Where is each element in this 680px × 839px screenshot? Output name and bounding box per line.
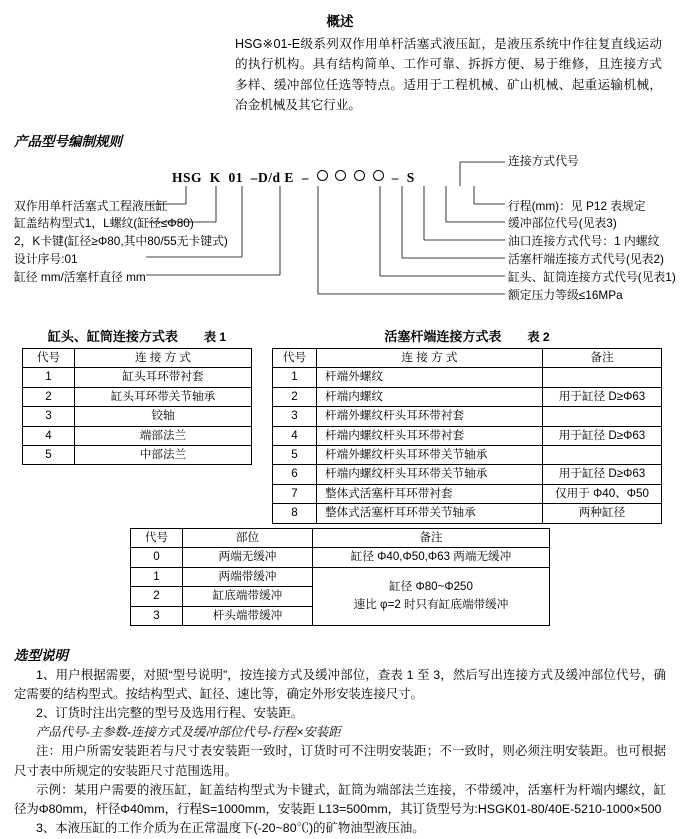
table2-r3-c1: 杆端内螺纹杆头耳环带衬套 — [317, 426, 543, 445]
document-page — [0, 10, 680, 836]
table-row — [273, 426, 662, 445]
circle-placeholder-1 — [317, 170, 328, 181]
code-dash-1: – — [301, 169, 309, 185]
table2-r1-c2: 用于缸径 D≥Φ63 — [543, 387, 662, 406]
tables-1-2-row — [0, 326, 680, 526]
selection-line-2: 产品代号-主参数-连接方式及缓冲部位代号-行程×安装距 — [36, 725, 341, 740]
table3-remark-top: 缸径 Φ40,Φ50,Φ63 两端无缓冲 — [313, 548, 550, 567]
table-row — [273, 387, 662, 406]
table3 — [130, 528, 550, 626]
table3-r0-c0: 0 — [131, 548, 183, 567]
table2-r1-c0: 2 — [273, 387, 317, 406]
right-note-2: 油口连接方式代号：1 内螺纹 — [508, 234, 660, 249]
table-row — [273, 504, 662, 523]
table-row — [273, 445, 662, 464]
table2-caption: 活塞杆端连接方式表 — [384, 328, 502, 344]
table2-r1-c1: 杆端内螺纹 — [317, 387, 543, 406]
table3-r0-c1: 两端无缓冲 — [183, 548, 313, 567]
table1-r0-c0: 1 — [23, 368, 75, 387]
table-row — [131, 567, 550, 586]
table2-r0-c0: 1 — [273, 368, 317, 387]
left-note-1: 缸盖结构型式1，L螺纹(缸径≤Φ80) — [14, 216, 194, 231]
table1-r4-c1: 中部法兰 — [75, 445, 252, 464]
note-connection-type: 连接方式代号 — [508, 153, 579, 168]
table1-r1-c1: 缸头耳环带关节轴承 — [75, 387, 252, 406]
table3-r3-c1: 杆头端带缓冲 — [183, 606, 313, 625]
table3-header-1: 部位 — [183, 528, 313, 547]
table2-r6-c0: 7 — [273, 484, 317, 503]
selection-body — [14, 666, 666, 839]
table2-r7-c2: 两种缸径 — [543, 504, 662, 523]
table2-header-1: 连 接 方 式 — [317, 348, 543, 367]
table3-r3-c0: 3 — [131, 606, 183, 625]
table3-header-2: 备注 — [313, 528, 550, 547]
table2-header-0: 代号 — [273, 348, 317, 367]
left-note-3: 设计序号:01 — [14, 252, 78, 267]
model-code-diagram — [0, 152, 680, 320]
table1-r3-c0: 4 — [23, 426, 75, 445]
selection-line-1: 2、订货时注出完整的型号及选用行程、安装距。 — [36, 706, 304, 720]
table3-wrapper — [0, 528, 680, 636]
left-note-4: 缸径 mm/活塞杆直径 mm — [14, 270, 146, 285]
table2 — [272, 348, 662, 524]
table1-header-0: 代号 — [23, 348, 75, 367]
table-header-row — [273, 348, 662, 367]
table1-caption-row — [22, 326, 252, 345]
table2-r3-c0: 4 — [273, 426, 317, 445]
table2-caption-row — [272, 326, 662, 345]
table3-remark-bottom-line2: 速比 φ=2 时只有缸底端带缓冲 — [353, 598, 509, 612]
table2-r2-c0: 3 — [273, 407, 317, 426]
table3-r2-c0: 2 — [131, 587, 183, 606]
table3-header-0: 代号 — [131, 528, 183, 547]
code-part-2: 01 — [228, 169, 244, 185]
table1-r0-c1: 缸头耳环带衬套 — [75, 368, 252, 387]
code-part-3: – — [250, 169, 259, 185]
code-part-4: E — [284, 169, 294, 185]
overview-paragraph: HSG※01-E级系列双作用单杆活塞式液压缸，是液压系统中作往复直线运动的执行机构。具有结构简单、工作可靠、拆拆方便、易于维修，且连接方式多样、缓冲部位任选等特点。适用于工程机械、矿山机械、起重运输机械，冶金机械及其它行业。 — [235, 37, 662, 113]
table1-number: 表 1 — [203, 329, 227, 344]
table3-r1-c1: 两端带缓冲 — [183, 567, 313, 586]
table2-r4-c2 — [543, 445, 662, 464]
table2-number: 表 2 — [527, 329, 550, 344]
model-code — [172, 170, 415, 186]
right-notes — [508, 198, 676, 306]
right-note-5: 额定压力等级≤16MPa — [508, 288, 623, 303]
table1 — [22, 348, 252, 466]
table-row — [23, 426, 252, 445]
selection-line-0: 1、用户根据需要，对照“型号说明”，按连接方式及缓冲部位，查表 1 至 3，然后写出连接方式及缓冲部位代号，确定需要的结构型式。按结构型式、缸径、速比等，确定外形安装连接尺寸。 — [14, 667, 666, 701]
table-row — [23, 407, 252, 426]
table1-wrapper — [22, 348, 252, 466]
table-row — [273, 407, 662, 426]
table-row — [23, 445, 252, 464]
table2-wrapper — [272, 348, 662, 524]
table-row — [131, 548, 550, 567]
selection-line-4: 示例：某用户需要的液压缸，缸盖结构型式为卡键式，缸筒为端部法兰连接，不带缓冲，活塞杆为杆端内螺纹，缸径为Φ80mm，杆径Φ40mm，行程S=1000mm，安装距 L13=500mm，其订货型号为:HSGK01-80/40E-5210-1000×500 — [14, 782, 666, 817]
code-part-3b: D/d — [258, 169, 281, 185]
table2-r4-c1: 杆端外螺纹杆头耳环带关节轴承 — [317, 445, 543, 464]
right-note-1: 缓冲部位代号(见表3) — [508, 216, 617, 231]
table2-r5-c0: 6 — [273, 465, 317, 484]
table2-r6-c2: 仅用于 Φ40、Φ50 — [543, 484, 662, 503]
left-note-0: 双作用单杆活塞式工程液压缸 — [14, 198, 168, 213]
table2-r0-c1: 杆端外螺纹 — [317, 368, 543, 387]
selection-line-5: 3、本液压缸的工作介质为在正常温度下(-20~80℃)的矿物油型液压油。 — [36, 821, 425, 836]
code-part-1: K — [209, 169, 221, 185]
table2-r2-c2 — [543, 407, 662, 426]
table3-r2-c1: 缸底端带缓冲 — [183, 587, 313, 606]
right-note-4: 缸头、缸筒连接方式代号(见表1) — [508, 270, 676, 285]
table-row — [273, 368, 662, 387]
circle-placeholder-3 — [354, 170, 365, 181]
right-note-3: 活塞杆端连接方式代号(见表2) — [508, 252, 664, 267]
table2-r6-c1: 整体式活塞杆耳环带衬套 — [317, 484, 543, 503]
table2-r5-c2: 用于缸径 D≥Φ63 — [543, 465, 662, 484]
code-part-0: HSG — [172, 169, 203, 185]
overview-body — [235, 34, 662, 116]
table2-r2-c1: 杆端外螺纹杆头耳环带衬套 — [317, 407, 543, 426]
table1-r3-c1: 端部法兰 — [75, 426, 252, 445]
table1-caption: 缸头、缸筒连接方式表 — [47, 328, 178, 344]
circle-placeholder-2 — [335, 170, 346, 181]
table1-r2-c1: 铰轴 — [75, 407, 252, 426]
table-header-row — [23, 348, 252, 367]
left-notes — [14, 198, 228, 288]
right-note-0: 行程(mm)：见 P12 表规定 — [508, 198, 646, 213]
table3-remark-bottom-line1: 缸径 Φ80~Φ250 — [389, 579, 473, 593]
table-header-row — [131, 528, 550, 547]
table2-r0-c2 — [543, 368, 662, 387]
table3-remark-bottom — [313, 567, 550, 625]
selection-line-3: 注：用户所需安装距若与尺寸表安装距一致时，订货时可不注明安装距；不一致时，则必须注明安装距。也可根据尺寸表中所规定的安装距尺寸范围选用。 — [14, 744, 666, 778]
selection-heading: 选型说明 — [14, 647, 68, 663]
code-part-11: S — [406, 169, 415, 185]
table2-r5-c1: 杆端内螺纹杆头耳环带关节轴承 — [317, 465, 543, 484]
table2-r7-c0: 8 — [273, 504, 317, 523]
table-row — [273, 484, 662, 503]
overview-title: 概述 — [326, 14, 354, 29]
table1-r1-c0: 2 — [23, 387, 75, 406]
table-row — [23, 368, 252, 387]
code-dash-2: – — [391, 169, 399, 185]
table2-header-2: 备注 — [543, 348, 662, 367]
table1-header-1: 连 接 方 式 — [75, 348, 252, 367]
table2-r4-c0: 5 — [273, 445, 317, 464]
table-row — [23, 387, 252, 406]
table2-r3-c2: 用于缸径 D≥Φ63 — [543, 426, 662, 445]
table-row — [273, 465, 662, 484]
table1-r2-c0: 3 — [23, 407, 75, 426]
table2-r7-c1: 整体式活塞杆耳环带关节轴承 — [317, 504, 543, 523]
circle-placeholder-4 — [373, 170, 384, 181]
table1-r4-c0: 5 — [23, 445, 75, 464]
left-note-2: 2，K卡键(缸径≥Φ80,其中80/55无卡键式) — [14, 234, 228, 249]
model-section-heading: 产品型号编制规则 — [14, 133, 122, 149]
table3-r1-c0: 1 — [131, 567, 183, 586]
